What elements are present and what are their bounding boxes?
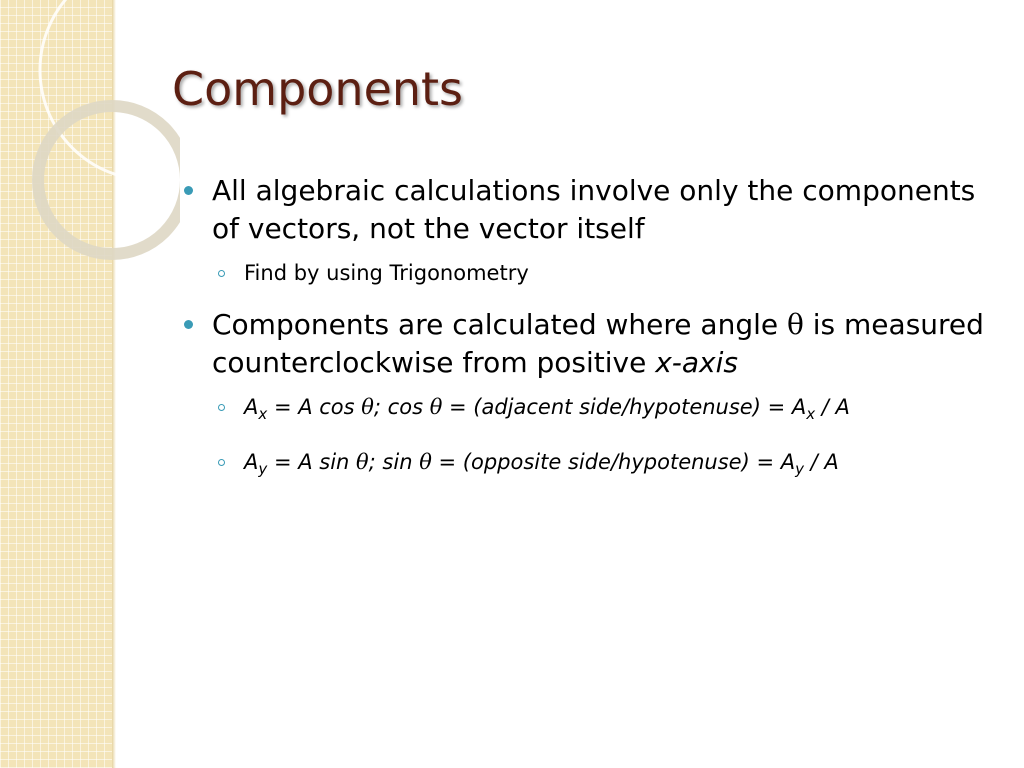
bullet-1-text: All algebraic calculations involve only the components of vectors, not the vector itself <box>212 174 976 245</box>
ax-subscript: x <box>258 405 268 423</box>
ax-semi: ; cos <box>373 395 430 419</box>
theta-symbol: θ <box>356 450 369 474</box>
ax-tail: / A <box>815 395 850 419</box>
bullet-dot-icon <box>184 186 193 195</box>
sub-bullet-ring-icon <box>218 270 225 277</box>
bullet-2-text-before: Components are calculated where angle <box>212 308 787 341</box>
bullet-1 <box>180 172 1000 248</box>
decorative-rings <box>0 0 180 280</box>
theta-symbol: θ <box>419 450 432 474</box>
sub-bullet-ring-icon <box>218 459 225 466</box>
slide-body <box>180 172 1000 502</box>
bullet-2-text-middle: is measured counterclockwise from positive <box>212 308 984 379</box>
bullet-dot-icon <box>184 320 193 329</box>
theta-symbol: θ <box>429 395 443 419</box>
ay-subscript: y <box>258 460 268 478</box>
theta-symbol: θ <box>361 395 374 419</box>
ay-tail: / A <box>804 450 839 474</box>
ay-eq1: = A sin <box>267 450 357 474</box>
bullet-2-sub-1 <box>180 392 1000 429</box>
ay-label: A <box>244 450 259 474</box>
ay-subscript-2: y <box>795 460 804 478</box>
slide-title: Components <box>172 62 464 116</box>
decorative-ring-large <box>40 0 180 180</box>
bullet-2-axis: x-axis <box>655 346 738 379</box>
ax-eq2: = (adjacent side/hypotenuse) = A <box>442 395 807 419</box>
bullet-2-sub-2 <box>180 447 1000 484</box>
sub-bullet-ring-icon <box>218 404 225 411</box>
ay-semi: ; sin <box>368 450 420 474</box>
ax-label: A <box>244 395 259 419</box>
ax-eq1: = A cos <box>267 395 362 419</box>
bullet-1-sub-1-text: Find by using Trigonometry <box>244 261 529 285</box>
ay-eq2: = (opposite side/hypotenuse) = A <box>431 450 796 474</box>
ax-subscript-2: x <box>806 405 816 423</box>
bullet-1-sub-1 <box>180 258 1000 288</box>
bullet-2 <box>180 306 1000 382</box>
theta-symbol: θ <box>787 308 804 341</box>
